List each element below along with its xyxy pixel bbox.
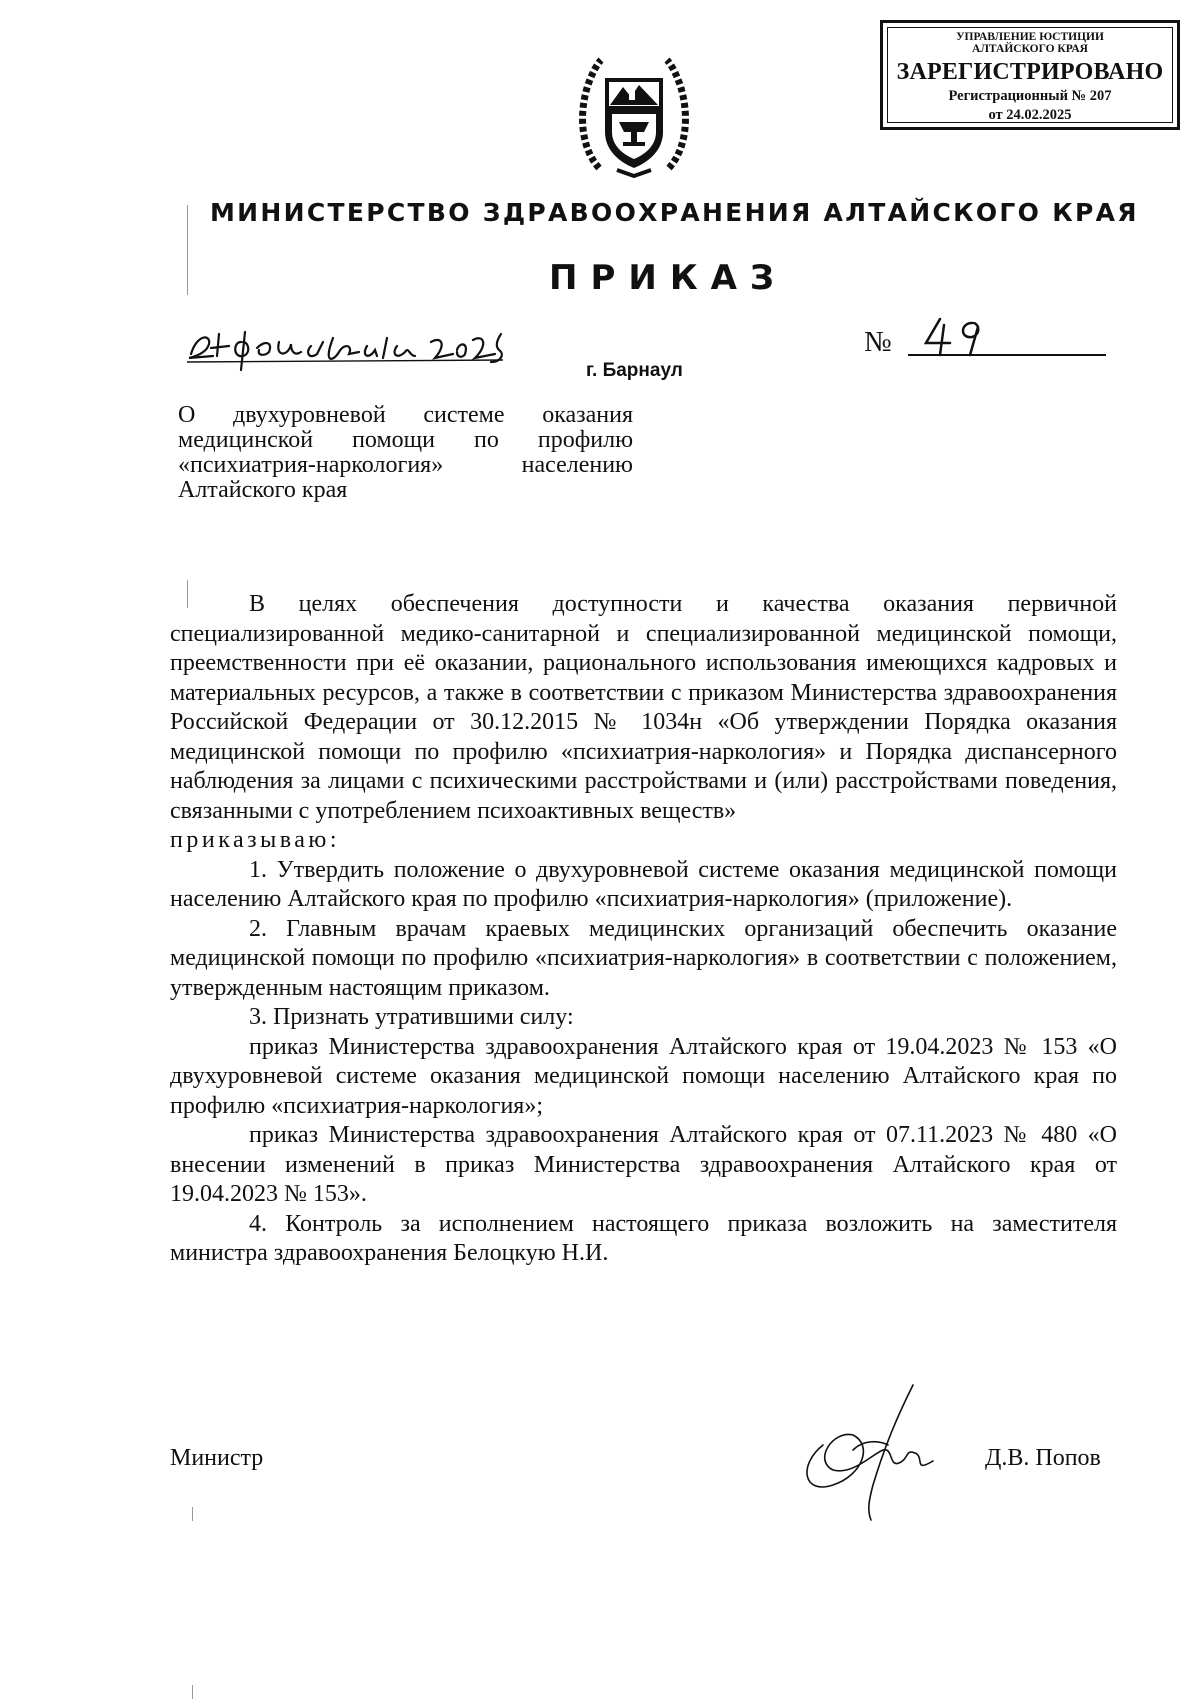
item-1: 1. Утвердить положение о двухуровневой системе оказания медицинской помощи населению Алтайского края по профилю «психиатрия-наркология» (приложение). xyxy=(170,856,1117,912)
item-3: 3. Признать утратившими силу: xyxy=(249,1004,574,1030)
signatory-title: Министр xyxy=(170,1445,264,1471)
stamp-org-line2: АЛТАЙСКОГО КРАЯ xyxy=(972,43,1088,55)
scan-mark xyxy=(187,580,188,608)
stamp-organization xyxy=(888,31,1172,55)
stamp-reg-number: Регистрационный № 207 xyxy=(948,88,1112,104)
item-4: 4. Контроль за исполнением настоящего приказа возложить на заместителя министра здравоохранения Белоцкую Н.И. xyxy=(170,1210,1117,1266)
handwritten-signature xyxy=(793,1375,943,1525)
order-body xyxy=(170,590,1117,1269)
number-sign: № xyxy=(864,326,892,358)
order-word: приказываю: xyxy=(170,827,341,853)
scan-mark xyxy=(192,1685,193,1699)
item-3-a: приказ Министерства здравоохранения Алтайского края от 19.04.2023 № 153 «О двухуровневой системе оказания медицинской помощи населению Алтайского края по профилю «психиатрия-наркология»; xyxy=(170,1033,1117,1119)
city: г. Барнаул xyxy=(586,360,683,381)
item-2: 2. Главным врачам краевых медицинских организаций обеспечить оказание медицинской помощи по профилю «психиатрия-наркология» в соответствии с положением, утвержденным настоящим приказом. xyxy=(170,915,1117,1001)
registration-stamp xyxy=(880,20,1180,130)
stamp-org-line1: УПРАВЛЕНИЕ ЮСТИЦИИ xyxy=(956,31,1104,43)
handwritten-number xyxy=(920,313,1000,358)
stamp-inner-border xyxy=(887,27,1173,123)
order-subject: О двухуровневой системе оказания медицинской помощи по профилю «психиатрия-наркология» населению Алтайского края xyxy=(178,402,633,503)
scan-mark xyxy=(187,205,188,295)
document-type: ПРИКАЗ xyxy=(549,258,788,298)
signatory-name: Д.В. Попов xyxy=(985,1445,1101,1471)
stamp-status: ЗАРЕГИСТРИРОВАНО xyxy=(896,59,1164,85)
item-3-b: приказ Министерства здравоохранения Алтайского края от 07.11.2023 № 480 «О внесении изменений в приказ Министерства здравоохранения Алтайского края от 19.04.2023 № 153». xyxy=(170,1122,1117,1207)
stamp-reg-date: от 24.02.2025 xyxy=(988,107,1072,123)
ministry-name: МИНИСТЕРСТВО ЗДРАВООХРАНЕНИЯ АЛТАЙСКОГО КРАЯ xyxy=(210,198,1139,227)
coat-of-arms-icon xyxy=(579,50,689,180)
preamble: В целях обеспечения доступности и качества оказания первичной специализированной медико-санитарной и специализированной медицинской помощи, преемственности при её оказании, рационального использования имеющихся кадровых и материальных ресурсов, а также в соответствии с приказом Министерства здравоохранения Российской Федерации от 30.12.2015 № 1034н «Об утверждении Порядка оказания медицинской помощи по профилю «психиатрия-наркология» и Порядка диспансерного наблюдения за лицами с психическими расстройствами и (или) расстройствами поведения, связанными с употреблением психоактивных веществ» xyxy=(170,591,1117,824)
scan-mark xyxy=(192,1507,193,1521)
handwritten-date xyxy=(183,312,513,372)
